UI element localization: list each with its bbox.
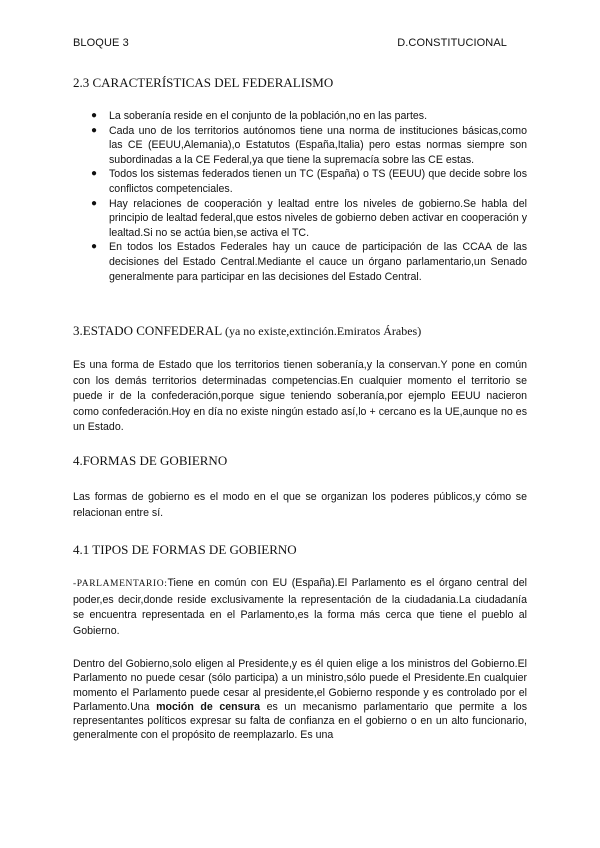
bullet-icon: ● [91,110,98,121]
list-item: ● La soberanía reside en el conjunto de la población,no en las partes. [91,110,428,122]
heading-4-1: 4.1 TIPOS DE FORMAS DE GOBIERNO [73,542,297,557]
page-header [73,37,507,51]
gobierno-paragraph: Dentro del Gobierno,solo eligen al Presidente,y es él quien elige a los ministros del Gobierno.El Parlamento no puede cesar (sólo participa) a un ministro,sólo puede el Presidente.En cualquier momento el Parlamento puede cesar al presidente,el Gobierno responde y es controlado por el Parlamento.Una moción de censura es un mecanismo parlamentario que permite a los representantes políticos expresar su falta de confianza en el gobierno o en un alto funcionario, generalmente con el propósito de reemplazarlo. Es una [73,658,527,742]
list-item: ● Todos los sistemas federados tienen un TC (España) o TS (EEUU) que decide sobre los conflictos competenciales. [91,168,527,195]
federalism-bullet-list [91,109,527,284]
heading-3 [73,323,421,339]
parlamentario-paragraph: -PARLAMENTARIO:Tiene en común con EU (España).El Parlamento es el órgano central del poder,es decir,donde reside exclusivamente la representación de la ciudadania.La ciudadanía se encuentra representada en el Parlamento,es la forma más cerca que tiene el pueblo al Gobierno. [73,577,527,637]
bullet-icon: ● [91,124,98,136]
bullet-icon: ● [91,197,98,209]
bullet-icon: ● [91,241,98,253]
confederal-paragraph: Es una forma de Estado que los territorios tienen soberanía,y la conservan.Y pone en común con los demás territorios determinadas competencias.En cualquier momento el territorio se puede ir de la confederación,porque sigue teniendo soberanía,por ejemplo EEUU nacieron como confederación.Hoy en día no existe ningún estado así,lo + cercano es la UE,aunque no es un Estado. [73,359,527,433]
list-item: ● Hay relaciones de cooperación y lealtad entre los niveles de gobierno.Se habla del principio de lealtad federal,que estos niveles de gobierno deben activar en cooperación y lealtad.Si no se actúa bien,se activa el TC. [91,197,527,239]
heading-3-title: 3.ESTADO CONFEDERAL [73,323,222,338]
parlamentario-label: -PARLAMENTARIO: [73,579,168,589]
heading-3-paren: (ya no existe,extinción.Emiratos Árabes) [224,324,422,338]
list-item: ● En todos los Estados Federales hay un cauce de participación de las CCAA de las decisiones del Estado Central.Mediante el cauce un órgano parlamentario,un Senado generalmente para participar en las decisiones del Estado Central. [91,241,527,283]
bullet-icon: ● [91,168,98,180]
mocion-de-censura-term: moción de censura [156,700,260,713]
heading-2-3: 2.3 CARACTERÍSTICAS DEL FEDERALISMO [73,75,334,90]
header-right: D.CONSTITUCIONAL [397,37,507,49]
header-left: BLOQUE 3 [73,37,129,49]
forms-paragraph: Las formas de gobierno es el modo en el que se organizan los poderes públicos,y cómo se relacionan entre sí. [73,491,527,519]
list-item: ● Cada uno de los territorios autónomos tiene una norma de instituciones básicas,como las CE (EEUU,Alemania),o Estatutos (España,Italia) pero estas normas siempre son subordinadas a la CE Federal,ya que tiene la supremacía sobre las CE estas. [91,124,527,166]
heading-4: 4.FORMAS DE GOBIERNO [73,453,228,468]
